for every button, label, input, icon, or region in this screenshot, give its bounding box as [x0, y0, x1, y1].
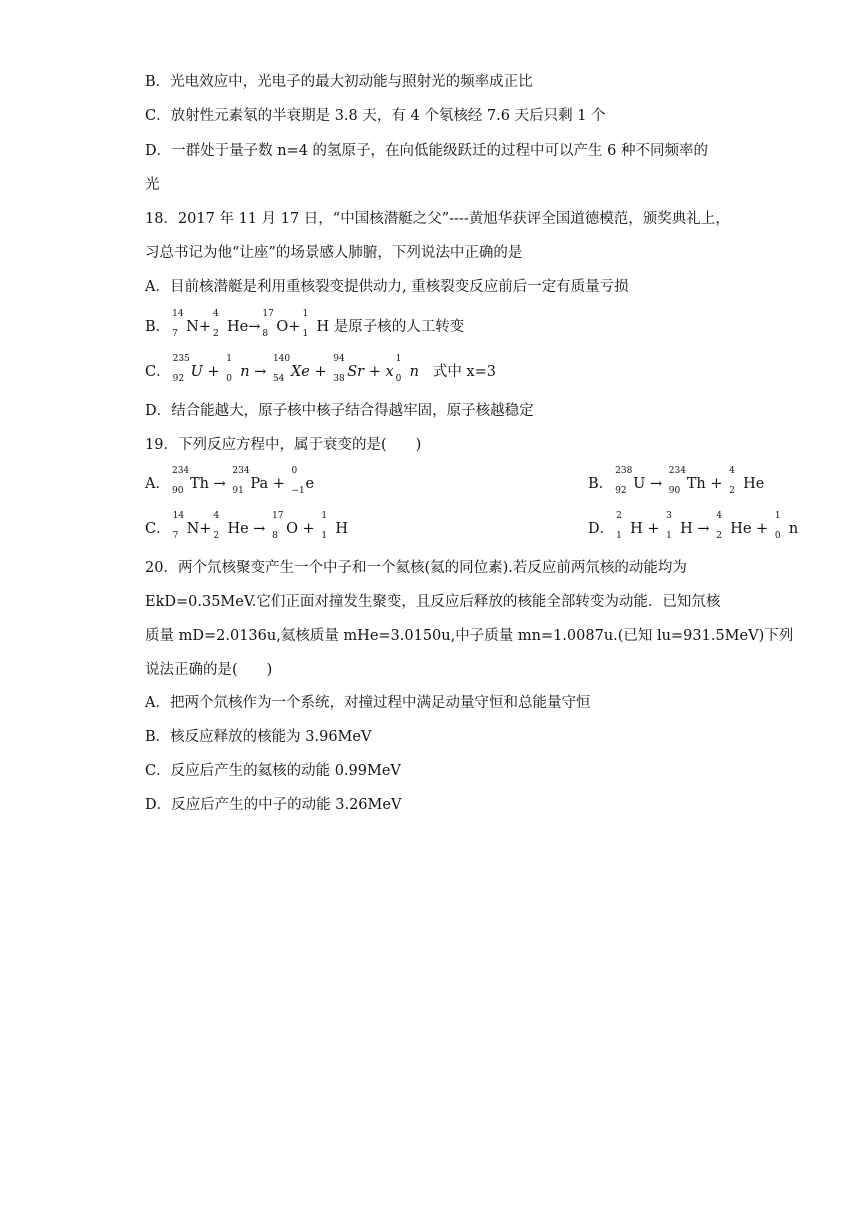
q17-option-d: D．一群处于量子数 n=4 的氢原子，在向低能级跃迁的过程中可以产生 6 种不同频率的: [145, 143, 708, 159]
q20-stem-line3: 质量 mD=2.0136u,氦核质量 mHe=3.0150u,中子质量 mn=1.0087u.(已知 lu=931.5MeV)下列: [145, 628, 794, 644]
q19-option-c-label: C．: [145, 521, 171, 537]
q19-option-d-label: D．: [588, 521, 615, 537]
fusion-equation: 2 1 H + 3 1 H → 4 2 He + 1 0 n: [616, 511, 799, 541]
q18-option-c-label: C．: [145, 364, 171, 380]
q18-stem-line1: 18．2017 年 11 月 17 日，“中国核潜艇之父”----黄旭华获评全国道德模范，颁奖典礼上，: [145, 211, 730, 227]
q19-option-b-label: B．: [588, 476, 614, 492]
fission-equation: 235 92 U + 1 0 n → 140 54 Xe + 94 38 Sr + x 1 0 n: [172, 354, 419, 384]
q18-option-b: [145, 309, 465, 339]
q19-stem: 19．下列反应方程中，属于衰变的是( ): [145, 437, 422, 453]
q18-option-a: A．目前核潜艇是利用重核裂变提供动力, 重核裂变反应前后一定有质量亏损: [145, 279, 629, 295]
q20-option-b: B．核反应释放的核能为 3.96MeV: [145, 729, 372, 745]
q18-stem-line2: 习总书记为他“让座”的场景感人肺腑，下列说法中正确的是: [145, 245, 523, 261]
q20-option-d: D．反应后产生的中子的动能 3.26MeV: [145, 797, 402, 813]
q19-option-b: [588, 466, 765, 496]
transmutation-equation: 14 7 N+ 4 2 He → 17 8 O + 1 1 H: [172, 511, 348, 541]
q18-option-d: D．结合能越大，原子核中核子结合得越牢固，原子核越稳定: [145, 403, 534, 419]
q18-option-b-text: 是原子核的人工转变: [333, 319, 465, 335]
q19-options-row1: [145, 466, 765, 496]
q20-stem-line4: 说法正确的是( ): [145, 662, 273, 678]
q17-option-d-cont: 光: [145, 177, 160, 193]
q20-option-c: C．反应后产生的氦核的动能 0.99MeV: [145, 763, 401, 779]
q19-option-a-label: A．: [145, 476, 170, 492]
beta-decay-equation: 234 90 Th → 234 91 Pa + 0 −1 e: [171, 466, 315, 496]
q17-option-b: B．光电效应中，光电子的最大初动能与照射光的频率成正比: [145, 74, 533, 90]
q20-stem-line1: 20．两个氘核聚变产生一个中子和一个氦核(氦的同位素).若反应前两氘核的动能均为: [145, 560, 687, 576]
q19-option-d: [588, 511, 799, 541]
alpha-decay-equation: 238 92 U → 234 90 Th + 4 2 He: [615, 466, 765, 496]
q18-option-b-label: B．: [145, 319, 171, 335]
q20-stem-line2: EkD=0.35MeV.它们正面对撞发生聚变，且反应后释放的核能全部转变为动能．已知氘核: [145, 594, 721, 610]
q20-option-a: A．把两个氘核作为一个系统，对撞过程中满足动量守恒和总能量守恒: [145, 695, 591, 711]
q17-option-c: C．放射性元素氡的半衰期是 3.8 天，有 4 个氡核经 7.6 天后只剩 1 个: [145, 108, 606, 124]
q18-option-c: [145, 354, 496, 384]
q18-option-c-text: 式中 x=3: [432, 364, 496, 380]
nuclear-equation: 14 7 N+ 4 2 He→ 17 8 O+ 1 1 H: [172, 309, 330, 339]
q19-options-row2: [145, 511, 799, 541]
